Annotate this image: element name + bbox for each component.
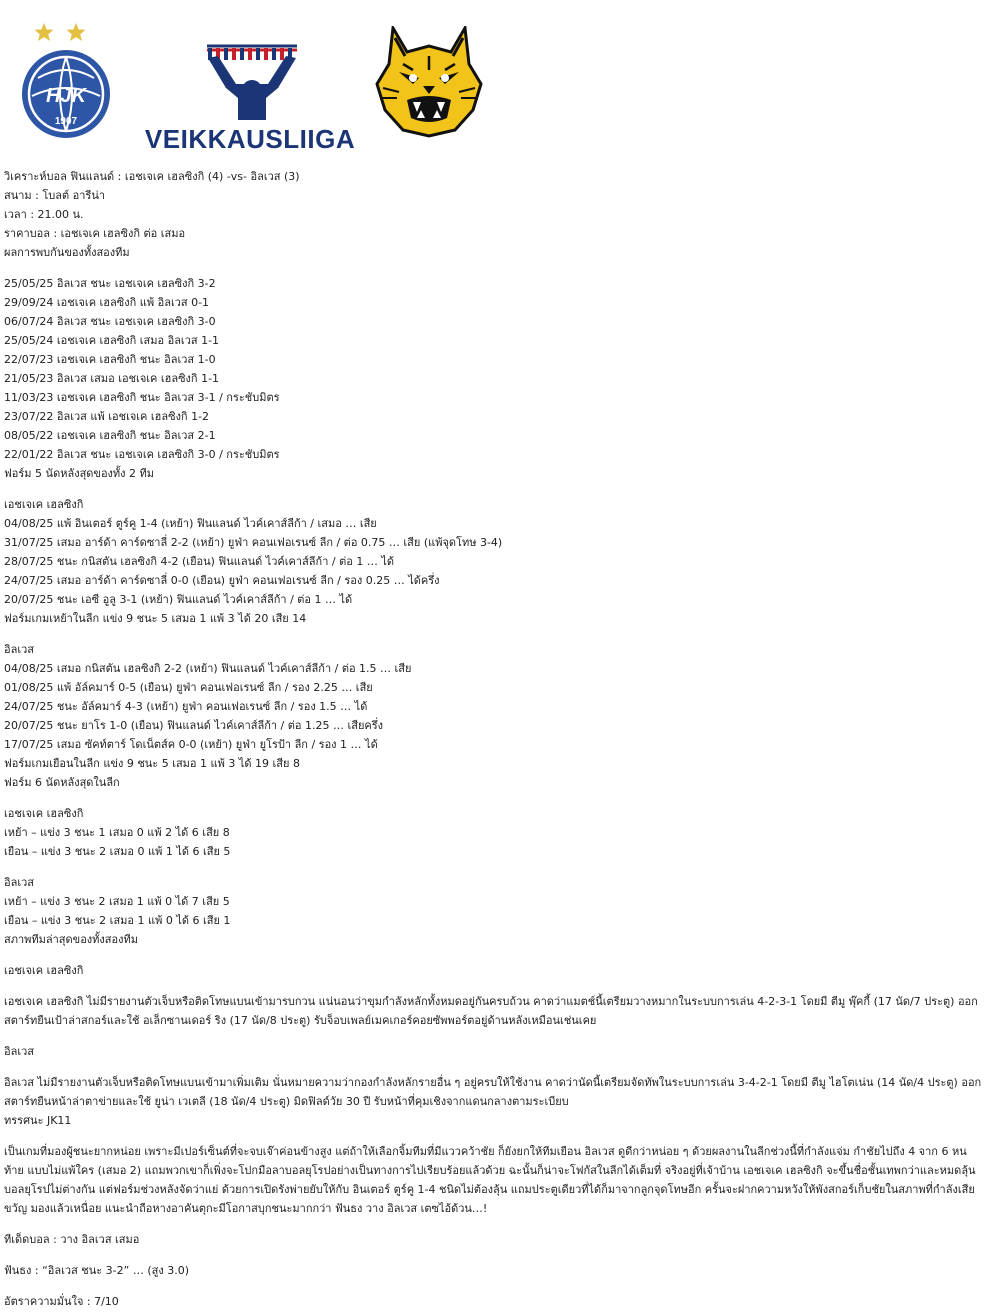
confidence: อัตราความมั่นใจ : 7/10 — [4, 1295, 119, 1308]
list-item: 08/05/22 เอชเจเค เฮลซิงกิ ชนะ อิลเวส 2-1 — [4, 429, 216, 442]
h2h-list — [4, 274, 982, 464]
veikkausliiga-fan-icon — [140, 40, 365, 158]
hjk-league-section — [4, 804, 982, 861]
list-item: 04/08/25 เสมอ กนิสตัน เฮลซิงกิ 2-2 (เหย้า) ฟินแลนด์ ไวค์เคาส์ลีก้า / ต่อ 1.5 … เสีย — [4, 662, 412, 675]
star-icon — [35, 23, 54, 41]
team-heading: เอชเจเค เฮลซิงกิ — [4, 964, 84, 977]
list-item: 28/07/25 ชนะ กนิสตัน เฮลซิงกิ 4-2 (เยือน) ฟินแลนด์ ไวค์เคาส์ลีก้า / ต่อ 1 … ได้ — [4, 555, 394, 568]
stadium: สนาม : โบลต์ อารีน่า — [4, 189, 106, 202]
hjk-crest-icon — [18, 22, 114, 140]
team-heading: อิลเวส — [4, 876, 34, 889]
logos-banner — [0, 0, 987, 160]
analysis-text: เป็นเกมที่มองผู้ชนะยากหน่อย เพราะมีเปอร์เซ็นต์ที่จะจบเจ๊าค่อนข้างสูง แต่ถ้าให้เลือกจิ้มทีมที่มีแววคว้าชัย ก็ยังยกให้ทีมเยือน อิลเวส ดูดีกว่าหน่อย ๆ ด้วยผลงานในลีกช่วงนี้ที่กำลังแจ่ม กำชัยไปถึง 4 จาก 6 หนท้าย แบบไม่แพ้ใคร (เสมอ 2) แถมพวกเขาก็เพิ่งจะโปกมือลาบอลยุโรปอย่างเป็นทางการไปเรียบร้อยแล้วด้วย ฉะนั้นก็น่าจะโฟกัสในลีกได้เต็มที่ จริงอยู่ที่เจ้าบ้าน เอชเจเค เฮลซิงกิ จะขึ้นชื่อชั้นเทพกว่าและหมดลุ้นบอลยุโรปไม่ต่างกัน แต่ฟอร์มช่วงหลังจัดว่าแย่ ด้วยการเปิดรังพ่ายยับให้กับ อินเตอร์ ตูร์คู 1-4 ชนิดไม่ต้องลุ้น แถมประตูเดียวที่ได้ก็มาจากลูกจุดโทษอีก ครั้นจะฝากความหวังให้พังสกอร์เก็บชัยในสภาพที่กำลังเสียขวัญ มองแล้วเหนื่อย แนะนำถือหางอาคันตุกะมีโอกาสบุกชนะมากกว่า ฟันธง วาง อิลเวส เตซไอ้ด้วน…! — [4, 1145, 976, 1215]
article-content — [4, 167, 982, 1311]
kickoff-time: เวลา : 21.00 น. — [4, 208, 84, 221]
home-record: เหย้า – แข่ง 3 ชนะ 2 เสมอ 1 แพ้ 0 ได้ 7 เสีย 5 — [4, 895, 230, 908]
league-form-heading: ฟอร์ม 6 นัดหลังสุดในลีก — [4, 776, 120, 789]
list-item: 24/07/25 เสมอ อาร์ด้า คาร์ดซาลี่ 0-0 (เยือน) ยูฟ่า คอนเฟอเรนซ์ ลีก / รอง 0.25 … ได้ครึ่ง — [4, 574, 440, 587]
home-record: เหย้า – แข่ง 3 ชนะ 1 เสมอ 0 แพ้ 2 ได้ 6 เสีย 8 — [4, 826, 230, 839]
analyst-name: ทรรศนะ JK11 — [4, 1114, 72, 1127]
ilves-lynx-icon — [373, 26, 485, 138]
prediction: ฟันธง : “อิลเวส ชนะ 3-2” … (สูง 3.0) — [4, 1264, 189, 1277]
form-heading: ฟอร์ม 5 นัดหลังสุดของทั้ง 2 ทีม — [4, 467, 155, 480]
team-heading: เอชเจเค เฮลซิงกิ — [4, 807, 84, 820]
list-item: 23/07/22 อิลเวส แพ้ เอชเจเค เฮลซิงกิ 1-2 — [4, 410, 210, 423]
list-item: 22/01/22 อิลเวส ชนะ เอชเจเค เฮลซิงกิ 3-0 / กระชับมิตร — [4, 448, 280, 461]
list-item: 20/07/25 ชนะ ยาโร 1-0 (เยือน) ฟินแลนด์ ไวค์เคาส์ลีก้า / ต่อ 1.25 … เสียครึ่ง — [4, 719, 384, 732]
bet-tip: ทีเด็ดบอล : วาง อิลเวส เสมอ — [4, 1233, 140, 1246]
hjk-form-section — [4, 495, 982, 628]
list-item: 25/05/25 อิลเวส ชนะ เอชเจเค เฮลซิงกิ 3-2 — [4, 277, 216, 290]
away-record: เยือน – แข่ง 3 ชนะ 2 เสมอ 1 แพ้ 0 ได้ 6 เสีย 1 — [4, 914, 231, 927]
match-title: วิเคราะห์บอล ฟินแลนด์ : เอชเจเค เฮลซิงกิ (4) -vs- อิลเวส (3) — [4, 170, 300, 183]
ilves-form-section — [4, 640, 982, 773]
form-summary: ฟอร์มเกมเหย้าในลีก แข่ง 9 ชนะ 5 เสมอ 1 แพ้ 3 ได้ 20 เสีย 14 — [4, 612, 307, 625]
hjk-status-text: เอชเจเค เฮลซิงกิ ไม่มีรายงานตัวเจ็บหรือติดโทษแบนเข้ามารบกวน แน่นอนว่าขุมกำลังหลักทั้งหมดอยู่กันครบถ้วน คาดว่าแมตช์นี้เตรียมวางหมากในระบบการเล่น 4-2-3-1 โดยมี ตีมู พุ๊คกี้ (17 นัด/7 ประตู) ออกสตาร์ทยืนเป้าล่าสกอร์และใช้ อเล็กซานเดอร์ ริง (17 นัด/8 ประตู) รับจ็อบเพลย์เมคเกอร์คอยซัพพอร์ตอยู่ด้านหลังเหมือนเช่นเคย — [4, 995, 978, 1027]
h2h-heading: ผลการพบกันของทั้งสองทีม — [4, 246, 130, 259]
list-item: 04/08/25 แพ้ อินเตอร์ ตูร์คู 1-4 (เหย้า) ฟินแลนด์ ไวค์เคาส์ลีก้า / เสมอ … เสีย — [4, 517, 377, 530]
list-item: 25/05/24 เอชเจเค เฮลซิงกิ เสมอ อิลเวส 1-1 — [4, 334, 220, 347]
league-name: VEIKKAUSLIIGA — [144, 124, 356, 154]
list-item: 20/07/25 ชนะ เอซี อูลู 3-1 (เหย้า) ฟินแลนด์ ไวค์เคาส์ลีก้า / ต่อ 1 … ได้ — [4, 593, 353, 606]
odds: ราคาบอล : เอชเจเค เฮลซิงกิ ต่อ เสมอ — [4, 227, 186, 240]
status-heading: สภาพทีมล่าสุดของทั้งสองทีม — [4, 933, 138, 946]
away-record: เยือน – แข่ง 3 ชนะ 2 เสมอ 0 แพ้ 1 ได้ 6 เสีย 5 — [4, 845, 231, 858]
star-icon — [67, 23, 86, 41]
list-item: 11/03/23 เอชเจเค เฮลซิงกิ ชนะ อิลเวส 3-1 / กระชับมิตร — [4, 391, 280, 404]
ilves-league-section — [4, 873, 982, 930]
list-item: 06/07/24 อิลเวส ชนะ เอชเจเค เฮลซิงกิ 3-0 — [4, 315, 216, 328]
list-item: 01/08/25 แพ้ อัล์คมาร์ 0-5 (เยือน) ยูฟ่า คอนเฟอเรนซ์ ลีก / รอง 2.25 … เสีย — [4, 681, 373, 694]
form-summary: ฟอร์มเกมเยือนในลีก แข่ง 9 ชนะ 5 เสมอ 1 แพ้ 3 ได้ 19 เสีย 8 — [4, 757, 300, 770]
list-item: 17/07/25 เสมอ ซัคท์ตาร์ โดเน็ตส์ค 0-0 (เหย้า) ยูฟ่า ยูโรป้า ลีก / รอง 1 … ได้ — [4, 738, 378, 751]
hjk-year: 1907 — [54, 116, 78, 127]
list-item: 21/05/23 อิลเวส เสมอ เอชเจเค เฮลซิงกิ 1-1 — [4, 372, 220, 385]
ilves-status-text: อิลเวส ไม่มีรายงานตัวเจ็บหรือติดโทษแบนเข้ามาเพิ่มเติม นั่นหมายความว่ากองกำลังหลักรายอื่น ๆ อยู่ครบให้ใช้งาน คาดว่านัดนี้เตรียมจัดทัพในระบบการเล่น 3-4-2-1 โดยมี ตีมู ไฮโตเน่น (14 นัด/4 ประตู) ออกสตาร์ทยืนหน้าล่าตาข่ายและใช้ ยูน่า เวเตลี (18 นัด/4 ประตู) มิดฟิลด์วัย 30 ปี รับหน้าที่คุมเชิงจากแดนกลางตามระเบียบ — [4, 1076, 982, 1108]
team-heading: อิลเวส — [4, 643, 34, 656]
team-heading: เอชเจเค เฮลซิงกิ — [4, 498, 84, 511]
list-item: 31/07/25 เสมอ อาร์ด้า คาร์ดซาลี่ 2-2 (เหย้า) ยูฟ่า คอนเฟอเรนซ์ ลีก / ต่อ 0.75 … เสีย (แพ้จุดโทษ 3-4) — [4, 536, 503, 549]
list-item: 29/09/24 เอชเจเค เฮลซิงกิ แพ้ อิลเวส 0-1 — [4, 296, 210, 309]
team-heading: อิลเวส — [4, 1045, 34, 1058]
list-item: 24/07/25 ชนะ อัล์คมาร์ 4-3 (เหย้า) ยูฟ่า คอนเฟอเรนซ์ ลีก / รอง 1.5 … ได้ — [4, 700, 368, 713]
hjk-text: HJK — [45, 85, 87, 107]
list-item: 22/07/23 เอชเจเค เฮลซิงกิ ชนะ อิลเวส 1-0 — [4, 353, 216, 366]
